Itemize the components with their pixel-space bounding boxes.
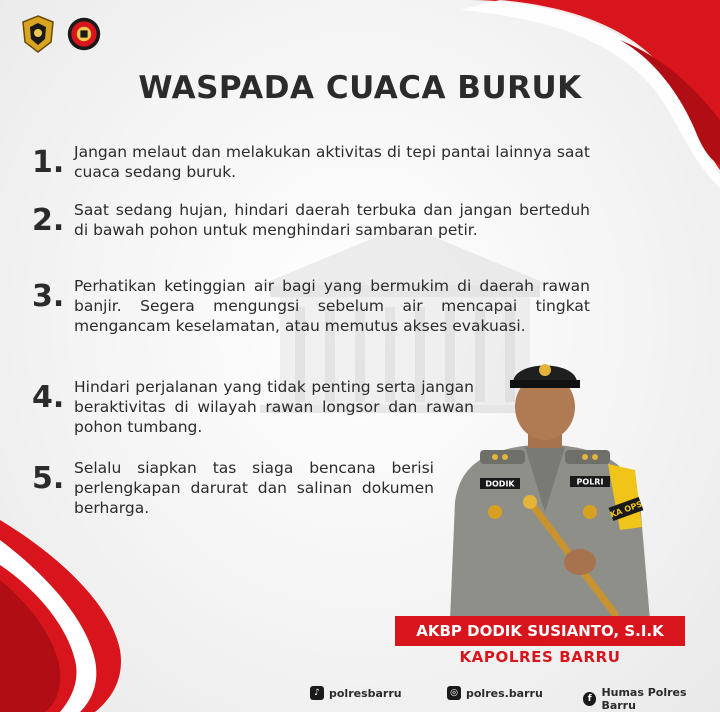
social-tiktok-handle: polresbarru xyxy=(329,686,402,700)
item-text: Hindari perjalanan yang tidak penting serta jangan beraktivitas di wilayah rawan longsor dan rawan pohon tumbang. xyxy=(74,378,474,436)
social-instagram[interactable] xyxy=(447,686,543,700)
item-number: 5. xyxy=(32,461,65,496)
ribbon-bottom-left xyxy=(0,520,160,712)
item-text: Selalu siapkan tas siaga bencana berisi perlengkapan darurat dan salinan dokumen berharga. xyxy=(74,459,434,517)
list-item xyxy=(32,276,592,336)
officer-role: KAPOLRES BARRU xyxy=(459,648,621,666)
item-number: 2. xyxy=(32,203,65,238)
social-facebook[interactable] xyxy=(583,686,720,712)
social-facebook-handle: Humas Polres Barru xyxy=(601,686,687,712)
tiktok-icon: ♪ xyxy=(310,686,324,700)
social-tiktok[interactable] xyxy=(310,686,402,700)
officer-portrait xyxy=(430,352,660,620)
logo-group xyxy=(20,14,102,54)
chest-tag-text: POLRI xyxy=(576,477,604,487)
item-text: Perhatikan ketinggian air bagi yang bermukim di daerah rawan banjir. Segera mengungsi sebelum air mencapai tingkat mengancam keselamatan, atau memutus akses evakuasi. xyxy=(74,277,590,335)
item-text: Jangan melaut dan melakukan aktivitas di tepi pantai lainnya saat cuaca sedang buruk. xyxy=(74,143,590,181)
officer-name: AKBP DODIK SUSIANTO, S.I.K xyxy=(395,616,685,646)
facebook-icon: f xyxy=(583,692,596,706)
unit-logo xyxy=(66,14,102,54)
poster-title: WASPADA CUACA BURUK xyxy=(138,70,582,106)
name-tag-text: DODIK xyxy=(485,479,515,489)
list-item xyxy=(32,142,592,182)
polres-logo xyxy=(20,14,56,54)
item-text: Saat sedang hujan, hindari daerah terbuka dan jangan berteduh di bawah pohon untuk menghindari sambaran petir. xyxy=(74,201,590,239)
arm-patch-text: KA OPS xyxy=(608,499,644,520)
list-item xyxy=(32,200,592,240)
item-number: 4. xyxy=(32,380,65,415)
social-instagram-handle: polres.barru xyxy=(466,686,543,700)
item-number: 3. xyxy=(32,279,65,314)
item-number: 1. xyxy=(32,145,65,180)
instagram-icon: ◎ xyxy=(447,686,461,700)
